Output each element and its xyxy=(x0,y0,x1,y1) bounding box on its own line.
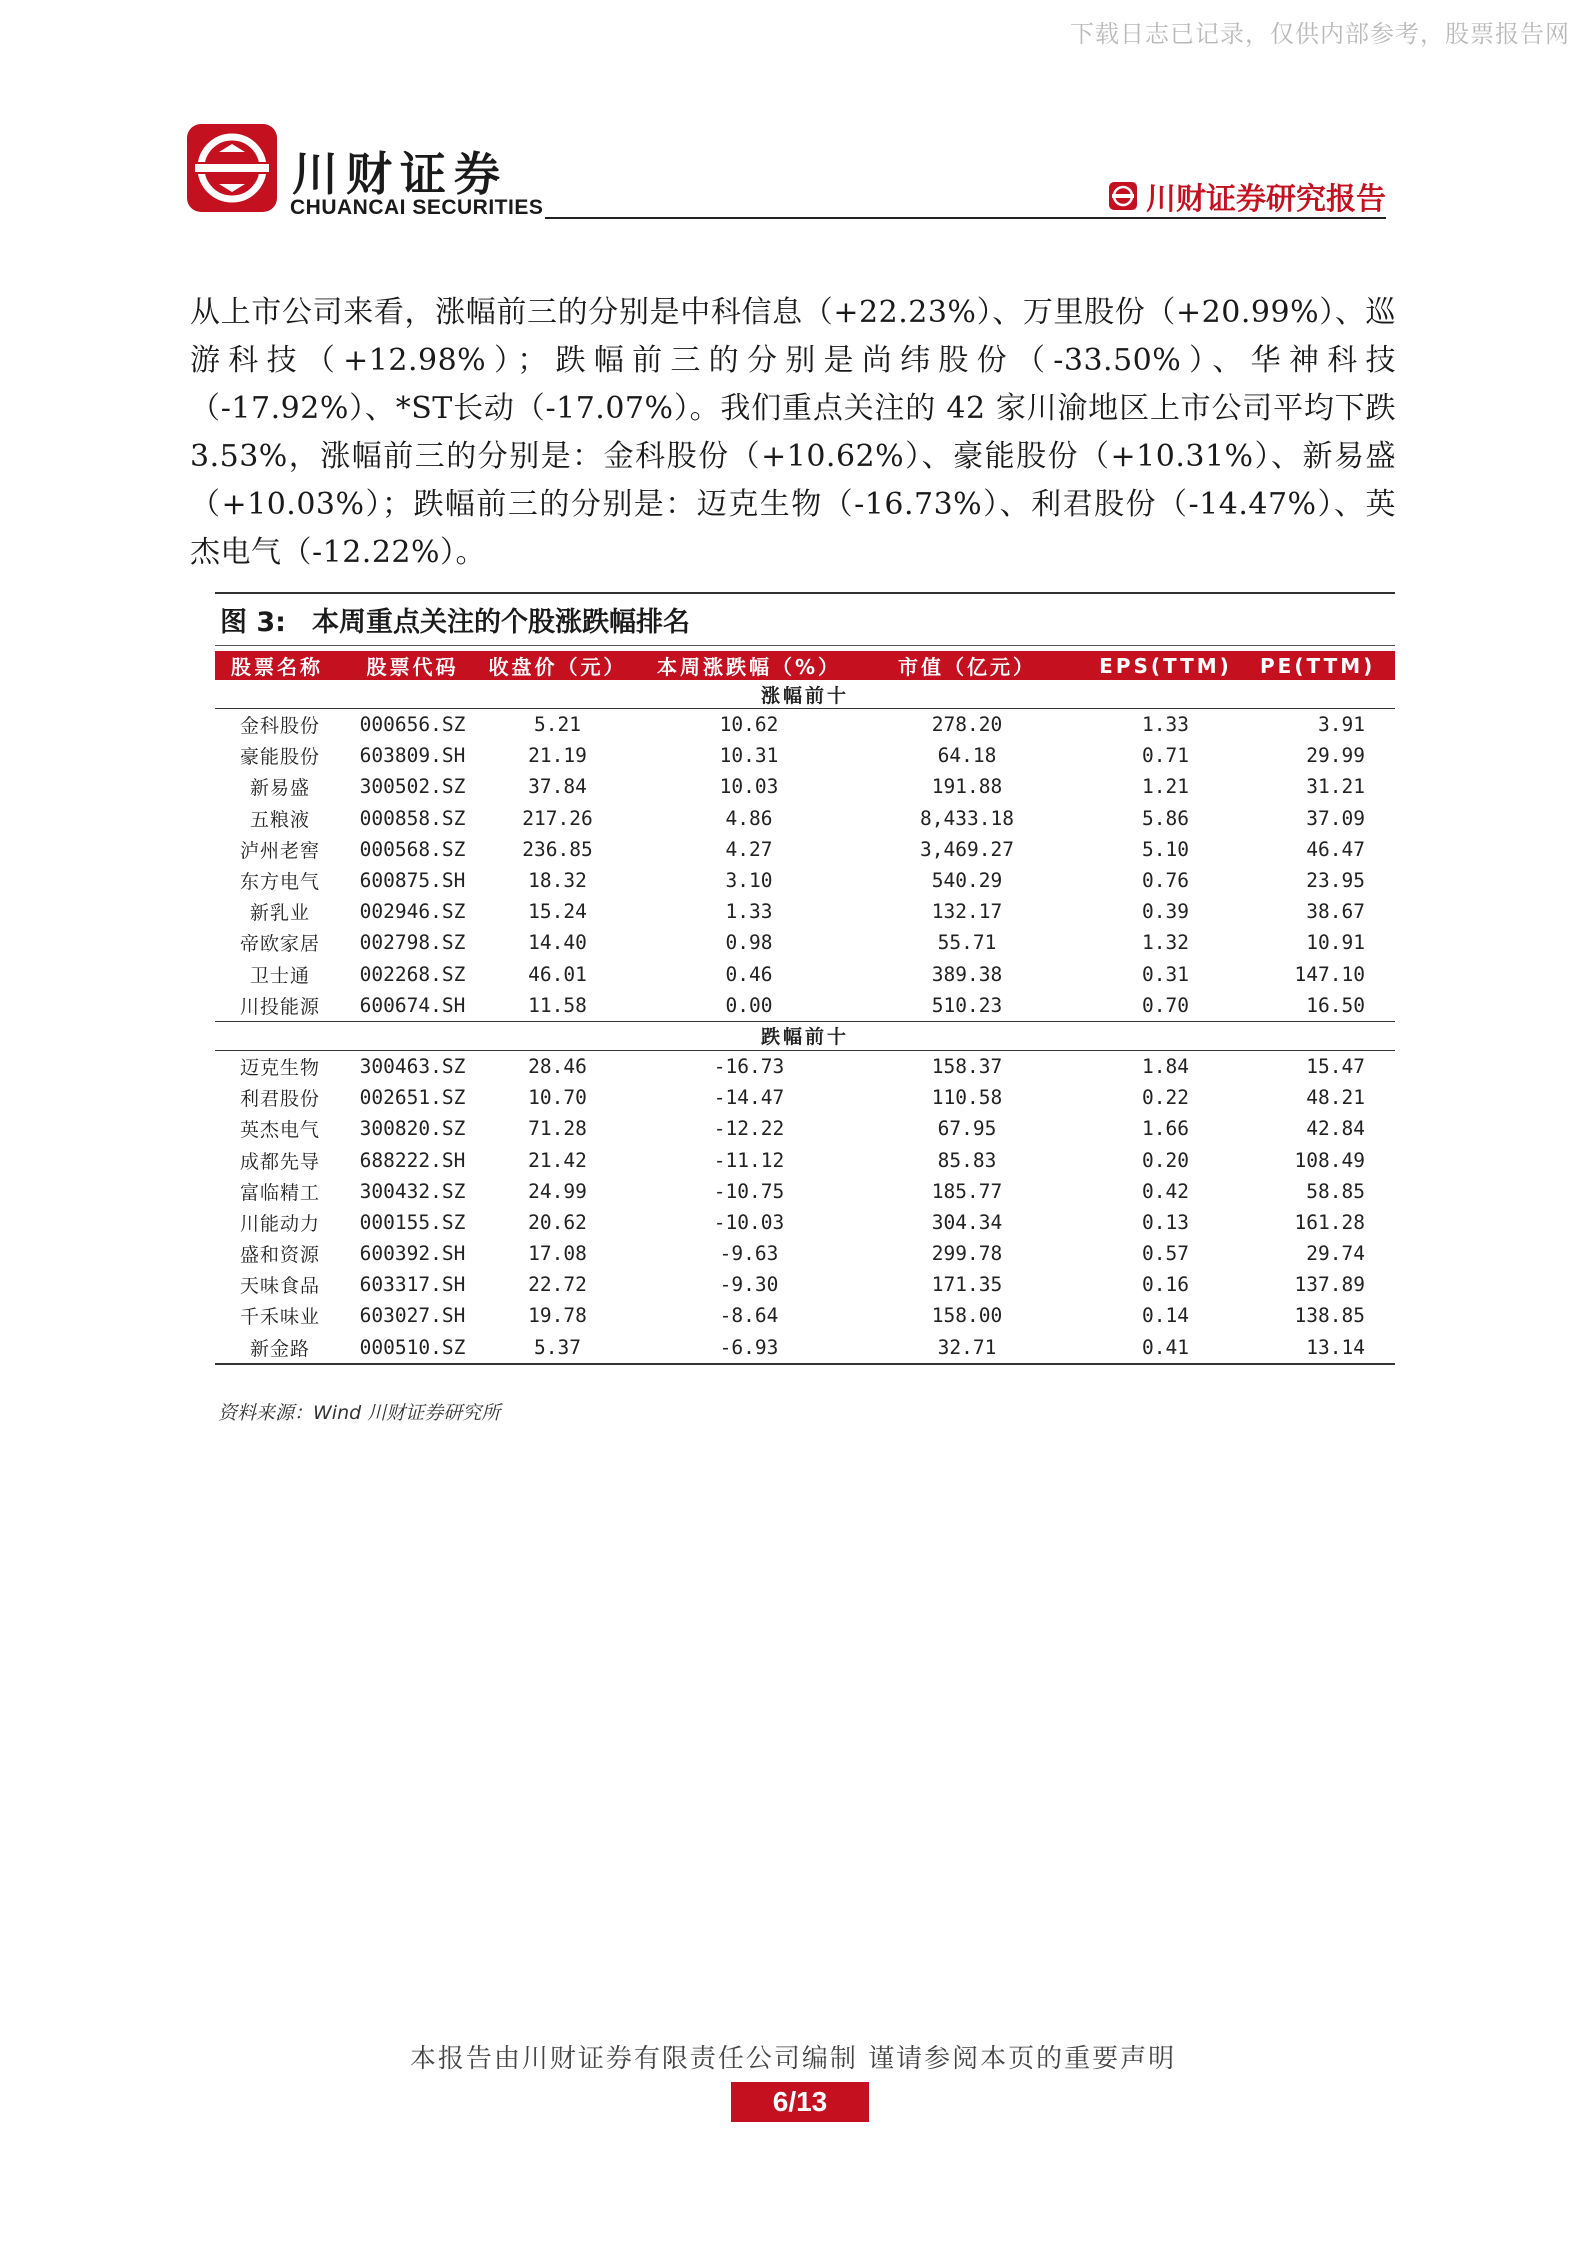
cell-eps: 0.22 xyxy=(1142,1086,1189,1110)
cell-mcap: 8,433.18 xyxy=(920,806,1014,830)
cell-close: 217.26 xyxy=(522,806,593,830)
cell-name: 川投能源 xyxy=(239,995,320,1018)
table-row xyxy=(215,1082,1395,1113)
cell-eps: 0.70 xyxy=(1142,993,1189,1017)
cell-close: 14.40 xyxy=(528,931,587,955)
cell-code: 300463.SZ xyxy=(359,1054,466,1078)
table-row xyxy=(215,1269,1395,1300)
table-row xyxy=(215,990,1395,1022)
stock-ranking-table xyxy=(215,651,1395,1365)
cell-close: 11.58 xyxy=(528,993,587,1017)
cell-name: 川能动力 xyxy=(239,1212,320,1235)
cell-code: 688222.SH xyxy=(359,1148,466,1172)
cell-code: 000155.SZ xyxy=(359,1210,466,1234)
cell-code: 002946.SZ xyxy=(359,900,466,924)
cell-mcap: 158.37 xyxy=(931,1054,1003,1078)
cell-change: 0.00 xyxy=(725,993,773,1017)
cell-eps: 1.66 xyxy=(1142,1117,1189,1141)
cell-pe: 48.21 xyxy=(1306,1086,1365,1110)
cell-close: 24.99 xyxy=(528,1179,587,1203)
small-logo-icon xyxy=(1108,181,1138,211)
cell-mcap: 171.35 xyxy=(931,1273,1003,1297)
cell-eps: 0.71 xyxy=(1142,744,1189,768)
brand-name-cn: 川财证券 xyxy=(292,147,508,201)
cell-pe: 137.89 xyxy=(1294,1273,1365,1297)
cell-close: 37.84 xyxy=(528,775,587,799)
table-row xyxy=(215,1207,1395,1238)
table-row xyxy=(215,1113,1395,1144)
table-header-row xyxy=(215,651,1395,680)
cell-eps: 0.76 xyxy=(1142,869,1189,893)
section-row-gainers xyxy=(215,680,1395,709)
cell-change: -10.03 xyxy=(713,1210,785,1234)
table-row xyxy=(215,896,1395,927)
watermark-text: 下载日志已记录，仅供内部参考，股票报告网 xyxy=(1070,20,1570,48)
cell-name: 五粮液 xyxy=(249,808,310,831)
cell-mcap: 3,469.27 xyxy=(920,837,1014,861)
cell-close: 18.32 xyxy=(528,869,587,893)
section-label: 跌幅前十 xyxy=(215,1021,1395,1050)
cell-mcap: 110.58 xyxy=(931,1086,1003,1110)
cell-eps: 1.21 xyxy=(1142,775,1189,799)
cell-pe: 108.49 xyxy=(1294,1148,1365,1172)
cell-code: 002651.SZ xyxy=(359,1086,466,1110)
cell-change: 4.86 xyxy=(725,806,773,830)
cell-eps: 0.57 xyxy=(1142,1242,1189,1266)
cell-code: 000510.SZ xyxy=(345,1332,480,1364)
table-row xyxy=(215,959,1395,990)
table-row xyxy=(215,1238,1395,1269)
cell-name: 豪能股份 xyxy=(239,746,320,769)
cell-eps: 5.10 xyxy=(1142,837,1189,861)
cell-change: 3.10 xyxy=(725,869,773,893)
figure-title xyxy=(220,600,690,639)
cell-eps: 0.42 xyxy=(1142,1179,1189,1203)
cell-mcap: 132.17 xyxy=(931,900,1003,924)
table-row xyxy=(215,1050,1395,1082)
cell-code: 300502.SZ xyxy=(359,775,466,799)
cell-code: 603027.SH xyxy=(359,1304,466,1328)
cell-change: -14.47 xyxy=(713,1086,785,1110)
cell-code: 300432.SZ xyxy=(359,1179,466,1203)
cell-mcap: 191.88 xyxy=(931,775,1003,799)
cell-pe: 161.28 xyxy=(1294,1210,1365,1234)
table-row xyxy=(215,834,1395,865)
column-header-change: 本周涨跌幅（%） xyxy=(635,651,863,680)
cell-pe: 13.14 xyxy=(1260,1332,1395,1364)
cell-eps: 0.31 xyxy=(1142,962,1189,986)
cell-name: 千禾味业 xyxy=(239,1306,320,1329)
cell-name: 盛和资源 xyxy=(239,1244,320,1267)
cell-name: 成都先导 xyxy=(239,1150,320,1173)
cell-change: 1.33 xyxy=(725,900,773,924)
cell-code: 000568.SZ xyxy=(359,837,466,861)
section-label: 涨幅前十 xyxy=(215,680,1395,709)
cell-mcap: 67.95 xyxy=(937,1117,997,1141)
cell-close: 22.72 xyxy=(528,1273,587,1297)
cell-name: 利君股份 xyxy=(239,1088,320,1111)
cell-code: 002798.SZ xyxy=(359,931,466,955)
cell-name: 富临精工 xyxy=(239,1181,320,1204)
cell-pe: 29.74 xyxy=(1306,1242,1365,1266)
cell-pe: 37.09 xyxy=(1306,806,1365,830)
table-row xyxy=(215,771,1395,802)
cell-change: 10.62 xyxy=(719,713,779,737)
column-header-name: 股票名称 xyxy=(215,651,345,680)
cell-close: 236.85 xyxy=(522,837,593,861)
column-header-code: 股票代码 xyxy=(345,651,480,680)
cell-eps: 0.16 xyxy=(1142,1273,1189,1297)
cell-name: 新金路 xyxy=(215,1332,345,1364)
page-number: 6/13 xyxy=(731,2082,869,2122)
cell-name: 东方电气 xyxy=(239,871,320,894)
cell-change: -16.73 xyxy=(713,1054,785,1078)
cell-eps: 0.39 xyxy=(1142,900,1189,924)
chuancai-logo-icon xyxy=(185,122,279,214)
cell-code: 600392.SH xyxy=(359,1242,466,1266)
cell-close: 10.70 xyxy=(528,1086,587,1110)
cell-eps: 0.41 xyxy=(1071,1332,1260,1364)
cell-code: 600875.SH xyxy=(359,869,466,893)
cell-change: -8.64 xyxy=(719,1304,779,1328)
cell-code: 000858.SZ xyxy=(359,806,466,830)
cell-close: 20.62 xyxy=(528,1210,587,1234)
cell-close: 71.28 xyxy=(528,1117,587,1141)
cell-pe: 38.67 xyxy=(1306,900,1365,924)
cell-mcap: 299.78 xyxy=(931,1242,1003,1266)
cell-eps: 0.14 xyxy=(1142,1304,1189,1328)
cell-change: -12.22 xyxy=(713,1117,785,1141)
cell-eps: 0.20 xyxy=(1142,1148,1189,1172)
cell-pe: 29.99 xyxy=(1306,744,1365,768)
table-row xyxy=(215,1176,1395,1207)
cell-pe: 46.47 xyxy=(1306,837,1365,861)
cell-mcap: 64.18 xyxy=(937,744,997,768)
table-row xyxy=(215,1300,1395,1331)
cell-change: -9.63 xyxy=(719,1242,779,1266)
cell-mcap: 389.38 xyxy=(931,962,1003,986)
table-row xyxy=(215,803,1395,834)
cell-close: 19.78 xyxy=(528,1304,587,1328)
cell-pe: 58.85 xyxy=(1306,1179,1365,1203)
cell-close: 15.24 xyxy=(528,900,587,924)
cell-mcap: 32.71 xyxy=(863,1332,1071,1364)
column-header-pe: PE(TTM) xyxy=(1260,651,1395,680)
cell-change: 0.46 xyxy=(725,962,773,986)
cell-pe: 31.21 xyxy=(1306,775,1365,799)
table-row xyxy=(215,1332,1395,1364)
column-header-close: 收盘价（元） xyxy=(480,651,635,680)
cell-mcap: 278.20 xyxy=(931,713,1003,737)
cell-code: 002268.SZ xyxy=(359,962,466,986)
cell-mcap: 304.34 xyxy=(931,1210,1003,1234)
cell-change: 4.27 xyxy=(725,837,773,861)
cell-eps: 0.13 xyxy=(1142,1210,1189,1234)
source-note: 资料来源：Wind 川财证券研究所 xyxy=(218,1402,501,1424)
cell-eps: 1.33 xyxy=(1142,713,1189,737)
cell-pe: 15.47 xyxy=(1306,1054,1365,1078)
table-row xyxy=(215,865,1395,896)
cell-code: 000656.SZ xyxy=(359,713,466,737)
cell-close: 21.19 xyxy=(528,744,587,768)
table-row xyxy=(215,709,1395,741)
cell-change: -6.93 xyxy=(635,1332,863,1364)
cell-name: 英杰电气 xyxy=(239,1119,320,1142)
cell-close: 5.37 xyxy=(480,1332,635,1364)
cell-name: 泸州老窖 xyxy=(239,839,320,862)
figure-title-rule xyxy=(215,645,1395,646)
cell-mcap: 540.29 xyxy=(931,869,1003,893)
cell-pe: 138.85 xyxy=(1294,1304,1365,1328)
cell-change: 10.31 xyxy=(719,744,779,768)
cell-change: 10.03 xyxy=(719,775,779,799)
cell-code: 603809.SH xyxy=(359,744,466,768)
cell-close: 46.01 xyxy=(528,962,587,986)
table-row xyxy=(215,1144,1395,1175)
cell-change: 0.98 xyxy=(725,931,773,955)
cell-close: 5.21 xyxy=(534,713,581,737)
table-row xyxy=(215,740,1395,771)
cell-close: 17.08 xyxy=(528,1242,587,1266)
cell-name: 新易盛 xyxy=(249,777,310,800)
cell-eps: 1.84 xyxy=(1142,1054,1189,1078)
cell-pe: 23.95 xyxy=(1306,869,1365,893)
figure-top-rule xyxy=(215,592,1395,594)
cell-name: 卫士通 xyxy=(249,964,310,987)
report-header-label xyxy=(1108,174,1386,218)
report-type-text: 川财证券研究报告 xyxy=(1146,182,1386,217)
figure-label: 图 3: xyxy=(220,607,286,638)
cell-pe: 42.84 xyxy=(1306,1117,1365,1141)
section-row-losers xyxy=(215,1021,1395,1050)
cell-code: 300820.SZ xyxy=(359,1117,466,1141)
cell-close: 21.42 xyxy=(528,1148,587,1172)
cell-name: 天味食品 xyxy=(239,1275,320,1298)
column-header-mcap: 市值（亿元） xyxy=(863,651,1071,680)
cell-eps: 1.32 xyxy=(1142,931,1189,955)
table-row xyxy=(215,927,1395,958)
cell-mcap: 85.83 xyxy=(937,1148,997,1172)
cell-change: -11.12 xyxy=(713,1148,785,1172)
header-divider xyxy=(545,217,1386,219)
footer-disclaimer: 本报告由川财证券有限责任公司编制 谨请参阅本页的重要声明 xyxy=(409,2044,1177,2074)
cell-name: 帝欧家居 xyxy=(239,933,320,956)
cell-pe: 10.91 xyxy=(1306,931,1365,955)
cell-mcap: 158.00 xyxy=(931,1304,1003,1328)
cell-mcap: 510.23 xyxy=(931,993,1003,1017)
cell-pe: 16.50 xyxy=(1306,993,1365,1017)
cell-pe: 147.10 xyxy=(1294,962,1365,986)
cell-name: 金科股份 xyxy=(239,715,320,738)
cell-name: 迈克生物 xyxy=(239,1056,320,1079)
cell-eps: 5.86 xyxy=(1142,806,1189,830)
cell-close: 28.46 xyxy=(528,1054,587,1078)
brand-name-en: CHUANCAI SECURITIES xyxy=(290,196,544,219)
cell-code: 600674.SH xyxy=(359,993,466,1017)
cell-pe: 3.91 xyxy=(1318,713,1365,737)
cell-change: -9.30 xyxy=(719,1273,779,1297)
column-header-eps: EPS(TTM) xyxy=(1071,651,1260,680)
figure-title-text: 本周重点关注的个股涨跌幅排名 xyxy=(311,607,690,638)
cell-mcap: 55.71 xyxy=(937,931,997,955)
cell-mcap: 185.77 xyxy=(931,1179,1003,1203)
cell-code: 603317.SH xyxy=(359,1273,466,1297)
cell-name: 新乳业 xyxy=(249,902,310,925)
intro-paragraph: 从上市公司来看，涨幅前三的分别是中科信息（+22.23%）、万里股份（+20.99%）、巡游科技（+12.98%）；跌幅前三的分别是尚纬股份（-33.50%）、华神科技（-17.92%）、*ST长动（-17.07%）。我们重点关注的 42 家川渝地区上市公司平均下跌 3.53%，涨幅前三的分别是：金科股份（+10.62%）、豪能股份（+10.31%）、新易盛（+10.03%）；跌幅前三的分别是：迈克生物（-16.73%）、利君股份（-14.47%）、英杰电气（-12.22%）。 xyxy=(190,295,1396,570)
cell-change: -10.75 xyxy=(713,1179,785,1203)
